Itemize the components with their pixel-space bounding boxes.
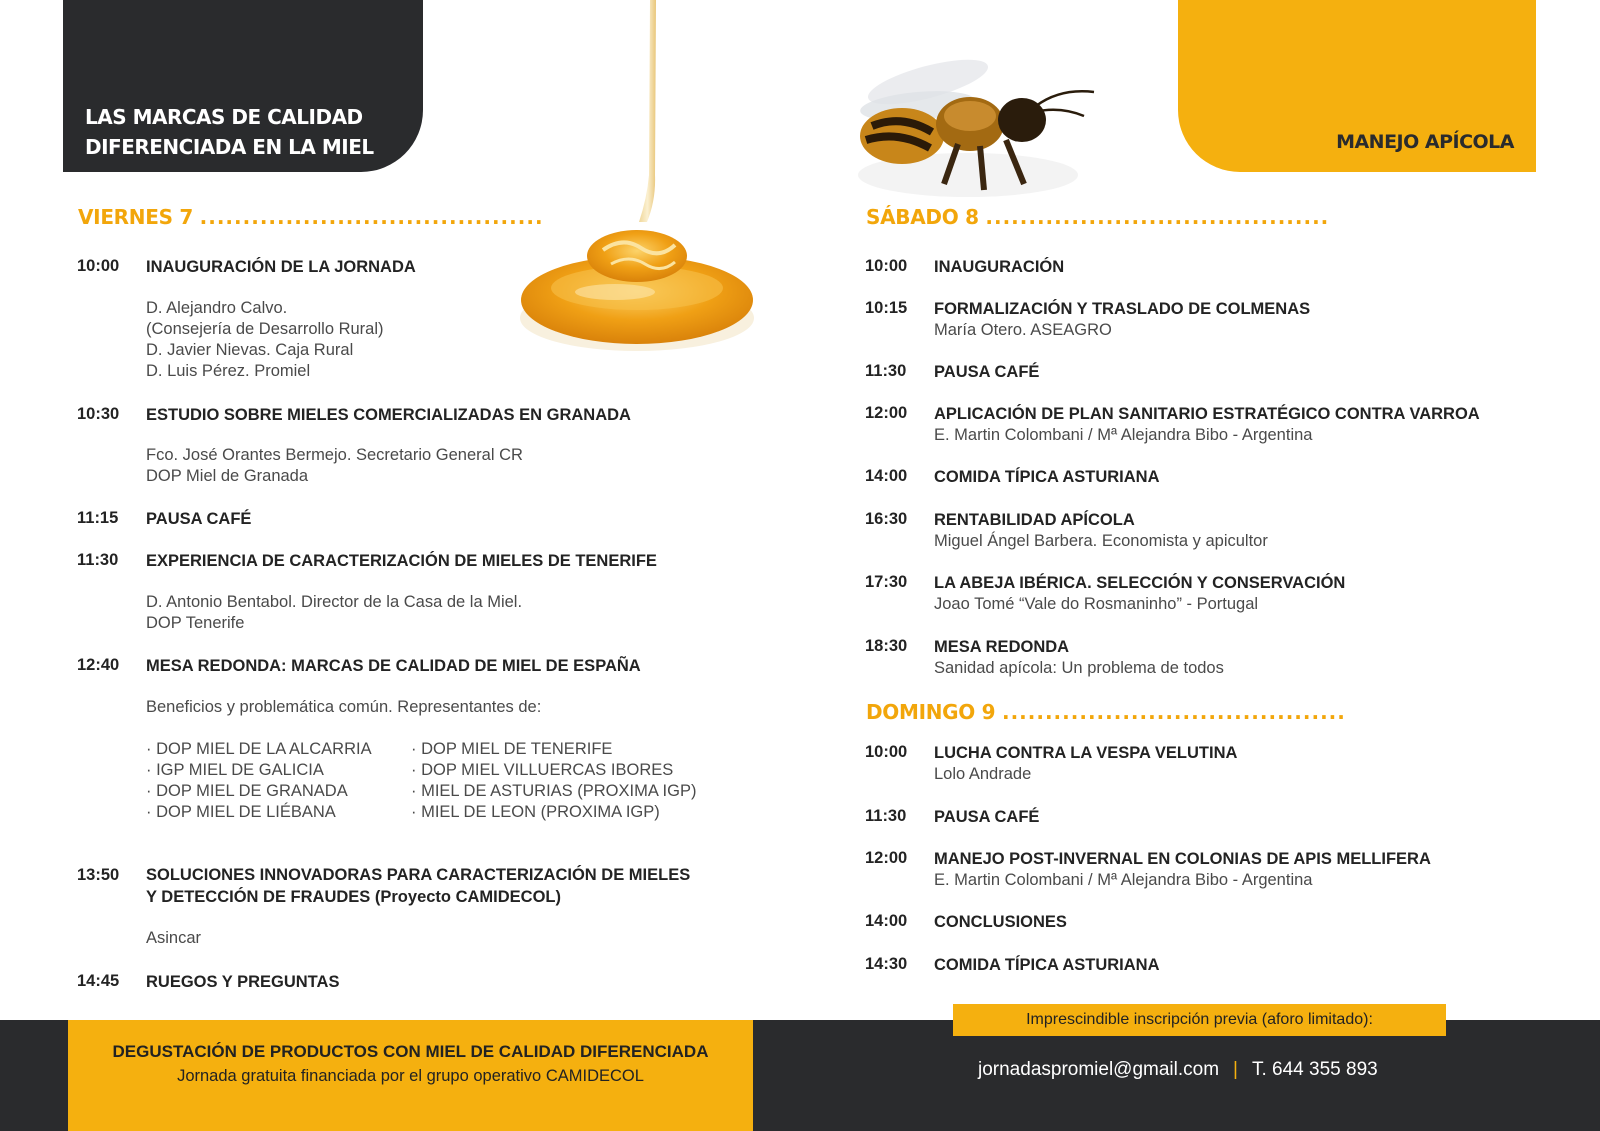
header-left-title-line2: DIFERENCIADA EN LA MIEL — [85, 135, 374, 159]
list-item: · DOP MIEL DE TENERIFE — [411, 740, 613, 758]
sunday-item-2-time: 12:00 — [865, 849, 908, 867]
saturday-item-7-title: MESA REDONDA — [934, 638, 1070, 656]
saturday-item-3-time: 12:00 — [865, 404, 908, 422]
footer-funding-note: Jornada gratuita financiada por el grupo operativo CAMIDECOL — [177, 1067, 644, 1085]
footer-tasting-panel — [68, 1020, 753, 1131]
sunday-item-3-title: CONCLUSIONES — [934, 913, 1067, 931]
saturday-item-4-title: COMIDA TÍPICA ASTURIANA — [934, 468, 1160, 486]
saturday-item-4-time: 14:00 — [865, 467, 908, 485]
header-left-title-line1: LAS MARCAS DE CALIDAD — [85, 105, 363, 129]
saturday-heading-dots: ........................................ — [985, 205, 1330, 229]
sunday-item-1-title: PAUSA CAFÉ — [934, 808, 1040, 826]
day-heading-sunday — [866, 700, 1346, 724]
saturday-item-3-title: APLICACIÓN DE PLAN SANITARIO ESTRATÉGICO CONTRA VARROA — [934, 405, 1480, 423]
contact-phone[interactable]: T. 644 355 893 — [1251, 1059, 1378, 1080]
friday-item-5-title — [146, 864, 690, 908]
friday-item-3-title: EXPERIENCIA DE CARACTERIZACIÓN DE MIELES DE TENERIFE — [146, 552, 657, 570]
sunday-item-1-time: 11:30 — [865, 807, 907, 825]
saturday-item-6-time: 17:30 — [865, 573, 908, 591]
friday-item-2-title: PAUSA CAFÉ — [146, 510, 252, 528]
friday-item-1-line: DOP Miel de Granada — [146, 467, 309, 485]
sunday-item-2-title: MANEJO POST-INVERNAL EN COLONIAS DE APIS MELLIFERA — [934, 850, 1431, 868]
list-item: · DOP MIEL DE GRANADA — [146, 782, 348, 800]
friday-item-4-title: MESA REDONDA: MARCAS DE CALIDAD DE MIEL DE ESPAÑA — [146, 657, 641, 675]
list-item: · DOP MIEL VILLUERCAS IBORES — [411, 761, 674, 779]
friday-item-0-line: D. Alejandro Calvo. — [146, 299, 288, 317]
friday-item-5-title-line2: Y DETECCIÓN DE FRAUDES (Proyecto CAMIDECOL) — [146, 888, 561, 906]
friday-item-1-line: Fco. José Orantes Bermejo. Secretario General CR — [146, 446, 523, 464]
friday-item-4-list-left — [146, 739, 372, 823]
contact-info — [978, 1059, 1378, 1081]
list-item: · DOP MIEL DE LIÉBANA — [146, 803, 336, 821]
friday-item-1-details — [146, 445, 523, 487]
saturday-item-1-title: FORMALIZACIÓN Y TRASLADO DE COLMENAS — [934, 300, 1311, 318]
sunday-item-0-time: 10:00 — [865, 743, 908, 761]
friday-item-0-time: 10:00 — [77, 257, 120, 275]
day-heading-friday — [78, 205, 544, 229]
friday-item-1-time: 10:30 — [77, 405, 120, 423]
sunday-item-2-sub: E. Martin Colombani / Mª Alejandra Bibo - Argentina — [934, 871, 1313, 889]
registration-notice: Imprescindible inscripción previa (aforo limitado): — [953, 1004, 1446, 1036]
friday-item-5-title-line1: SOLUCIONES INNOVADORAS PARA CARACTERIZACIÓN DE MIELES — [146, 866, 691, 884]
friday-item-0-line: D. Luis Pérez. Promiel — [146, 362, 311, 380]
friday-item-0-line: (Consejería de Desarrollo Rural) — [146, 320, 384, 338]
friday-item-3-line: DOP Tenerife — [146, 614, 245, 632]
header-right-tab — [1178, 0, 1536, 172]
footer-tasting-title: DEGUSTACIÓN DE PRODUCTOS CON MIEL DE CALIDAD DIFERENCIADA — [112, 1042, 709, 1061]
sunday-item-0-title: LUCHA CONTRA LA VESPA VELUTINA — [934, 744, 1238, 762]
friday-heading-dots: ........................................ — [199, 205, 544, 229]
friday-item-3-time: 11:30 — [77, 551, 119, 569]
saturday-item-0-title: INAUGURACIÓN — [934, 258, 1065, 276]
friday-item-6-time: 14:45 — [77, 972, 120, 990]
saturday-item-7-time: 18:30 — [865, 637, 908, 655]
friday-item-0-details — [146, 298, 384, 382]
saturday-item-5-sub: Miguel Ángel Barbera. Economista y apicultor — [934, 532, 1268, 550]
friday-item-6-title: RUEGOS Y PREGUNTAS — [146, 973, 340, 991]
saturday-item-7-sub: Sanidad apícola: Un problema de todos — [934, 659, 1224, 677]
sunday-item-3-time: 14:00 — [865, 912, 908, 930]
saturday-item-5-time: 16:30 — [865, 510, 908, 528]
saturday-item-1-time: 10:15 — [865, 299, 908, 317]
friday-item-2-time: 11:15 — [77, 509, 119, 527]
friday-item-3-details — [146, 592, 522, 634]
friday-item-4-list-right — [411, 739, 696, 823]
saturday-heading-text: SÁBADO 8 — [866, 205, 979, 229]
list-item: · MIEL DE LEON (PROXIMA IGP) — [411, 803, 660, 821]
friday-item-5-time: 13:50 — [77, 866, 120, 884]
saturday-item-6-sub: Joao Tomé “Vale do Rosmaninho” - Portugal — [934, 595, 1259, 613]
friday-item-5-details: Asincar — [146, 929, 202, 947]
header-left-tab — [63, 0, 423, 172]
contact-email[interactable]: jornadaspromiel@gmail.com — [978, 1059, 1220, 1080]
friday-item-0-line: D. Javier Nievas. Caja Rural — [146, 341, 354, 359]
header-right-title: MANEJO APÍCOLA — [1336, 131, 1514, 153]
saturday-item-0-time: 10:00 — [865, 257, 908, 275]
sunday-item-4-title: COMIDA TÍPICA ASTURIANA — [934, 956, 1160, 974]
saturday-item-6-title: LA ABEJA IBÉRICA. SELECCIÓN Y CONSERVACIÓN — [934, 574, 1346, 592]
saturday-item-2-title: PAUSA CAFÉ — [934, 363, 1040, 381]
friday-heading-text: VIERNES 7 — [78, 205, 193, 229]
saturday-item-2-time: 11:30 — [865, 362, 907, 380]
friday-item-3-line: D. Antonio Bentabol. Director de la Casa de la Miel. — [146, 593, 523, 611]
day-heading-saturday — [866, 205, 1329, 229]
friday-item-4-intro: Beneficios y problemática común. Representantes de: — [146, 698, 542, 716]
sunday-item-4-time: 14:30 — [865, 955, 908, 973]
header-left-title — [85, 102, 374, 162]
friday-item-1-title: ESTUDIO SOBRE MIELES COMERCIALIZADAS EN GRANADA — [146, 406, 631, 424]
saturday-item-1-sub: María Otero. ASEAGRO — [934, 321, 1112, 339]
saturday-item-5-title: RENTABILIDAD APÍCOLA — [934, 511, 1135, 529]
contact-separator: | — [1233, 1059, 1238, 1080]
list-item: · IGP MIEL DE GALICIA — [146, 761, 324, 779]
sunday-heading-text: DOMINGO 9 — [866, 700, 996, 724]
list-item: · MIEL DE ASTURIAS (PROXIMA IGP) — [411, 782, 697, 800]
saturday-item-3-sub: E. Martin Colombani / Mª Alejandra Bibo - Argentina — [934, 426, 1313, 444]
friday-item-4-time: 12:40 — [77, 656, 120, 674]
bee-illustration — [840, 40, 1095, 200]
friday-item-0-title: INAUGURACIÓN DE LA JORNADA — [146, 258, 416, 276]
honey-drip-illustration — [515, 0, 760, 385]
sunday-heading-dots: ........................................ — [1001, 700, 1346, 724]
sunday-item-0-sub: Lolo Andrade — [934, 765, 1032, 783]
list-item: · DOP MIEL DE LA ALCARRIA — [146, 740, 372, 758]
